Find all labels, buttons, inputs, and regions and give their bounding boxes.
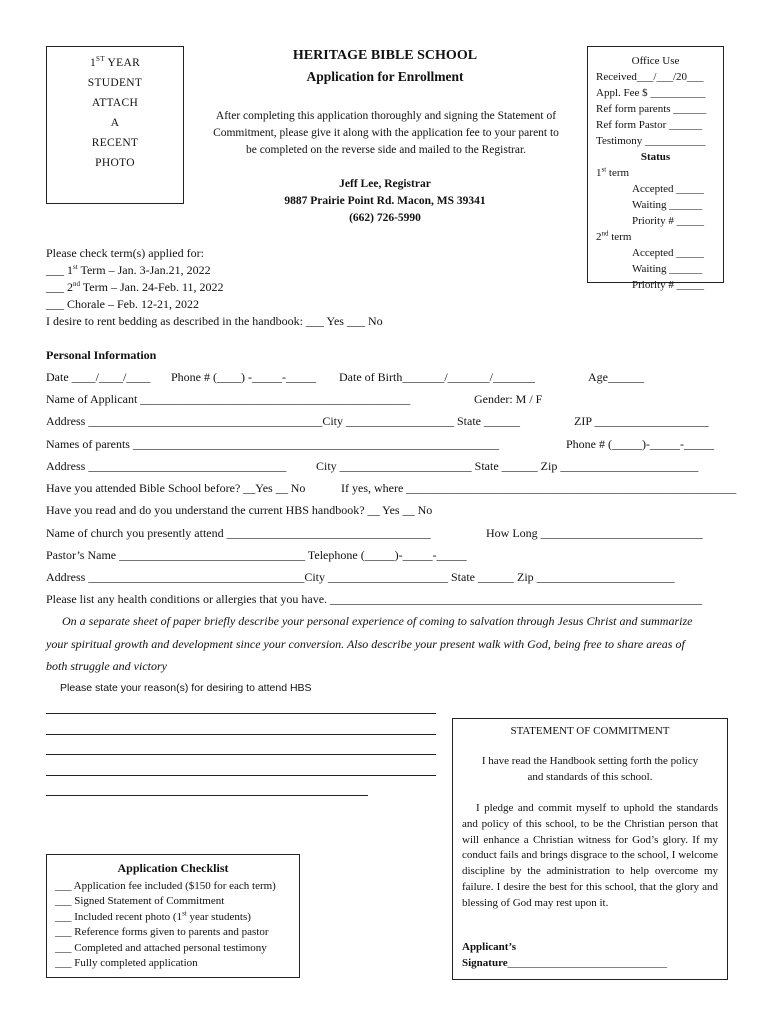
term-1-option[interactable]: ___ 1st Term – Jan. 3-Jan.21, 2022 — [46, 263, 211, 277]
reason-line-3[interactable] — [46, 754, 436, 755]
reason-line-2[interactable] — [46, 734, 436, 735]
office-waiting-2: Waiting ______ — [632, 263, 703, 275]
photo-line-3: ATTACH — [91, 97, 139, 109]
pastor-field[interactable]: Pastor’s Name _______________________________ Telephone (_____)-_____-_____ — [46, 548, 467, 562]
intro-line-2: Commitment, please give it along with the application fee to your parent to — [213, 127, 559, 139]
city-state-zip-field-2[interactable]: City ______________________ State ______ Zip _______________________ — [316, 459, 699, 473]
commitment-pledge: I pledge and commit myself to uphold the standards and policy of this school, to be the Christian person that will enhance a Christian witness for God’s glory. If my conduct fails and brings disgrace to the school, I welcome discipline by the administration to help overcome my failure. I desire the best for this school, that the glory and blessing of God may rest upon it. — [462, 802, 718, 909]
applicant-name-field[interactable]: Name of Applicant _____________________________________________ — [46, 392, 411, 406]
if-yes-where-field[interactable]: If yes, where _______________________________________________________ — [341, 481, 737, 495]
checklist-title: Application Checklist — [117, 861, 229, 875]
reason-prompt: Please state your reason(s) for desiring to attend HBS — [60, 682, 312, 694]
term-2-option[interactable]: ___ 2nd Term – Jan. 24-Feb. 11, 2022 — [46, 280, 224, 294]
intro-line-1: After completing this application thoroughly and signing the Statement of — [215, 110, 557, 122]
office-waiting-1: Waiting ______ — [632, 199, 703, 211]
reason-line-4[interactable] — [46, 775, 436, 776]
chorale-option[interactable]: ___ Chorale – Feb. 12-21, 2022 — [46, 297, 199, 311]
checklist-item[interactable]: ___ Included recent photo (1st year students) — [55, 909, 251, 923]
how-long-field[interactable]: How Long ___________________________ — [486, 526, 703, 540]
testimony-instruction-line-1: On a separate sheet of paper briefly describe your personal experience of coming to salvation through Jesus Christ and summarize — [62, 614, 693, 628]
office-received: Received___/___/20___ — [596, 71, 704, 83]
dob-field[interactable]: Date of Birth_______/_______/_______ — [339, 370, 535, 384]
office-appl-fee: Appl. Fee $ __________ — [596, 87, 706, 99]
intro-line-3: be completed on the reverse side and mailed to the Registrar. — [245, 144, 527, 156]
school-phone: (662) 726-5990 — [349, 212, 421, 224]
parents-phone-field[interactable]: Phone # (_____)-_____-_____ — [566, 437, 714, 451]
signature-label-1: Applicant’s — [462, 941, 516, 953]
school-name: HERITAGE BIBLE SCHOOL — [292, 48, 478, 63]
parents-names-field[interactable]: Names of parents _____________________________________________________________ — [46, 437, 499, 451]
reason-line-5[interactable] — [46, 795, 368, 796]
photo-line-2: STUDENT — [87, 77, 143, 89]
checklist-item[interactable]: ___ Signed Statement of Commitment — [55, 895, 225, 908]
photo-line-4: A — [110, 117, 120, 129]
office-status: Status — [640, 151, 671, 163]
commitment-p1-line-2: and standards of this school. — [527, 771, 653, 783]
checklist-item[interactable]: ___ Reference forms given to parents and pastor — [55, 926, 269, 939]
gender-field[interactable]: Gender: M / F — [474, 392, 543, 406]
personal-info-heading: Personal Information — [46, 348, 157, 362]
attended-question[interactable]: Have you attended Bible School before? __Yes __ No — [46, 481, 306, 495]
office-use-box — [587, 46, 724, 291]
photo-line-5: RECENT — [91, 137, 139, 149]
address-field-3[interactable]: Address ____________________________________City ____________________ State ______ Zip _______________________ — [46, 570, 675, 584]
office-term-1: 1st term — [596, 165, 630, 179]
photo-line-1: 1ST YEAR — [89, 55, 141, 69]
office-accepted-1: Accepted _____ — [632, 183, 704, 195]
testimony-instruction-line-2: your spiritual growth and development since your conversion. Also describe your present walk with God, being free to share areas of — [46, 637, 685, 651]
commitment-box — [452, 718, 728, 980]
signature-field[interactable]: Signature_____________________________ — [462, 957, 668, 969]
office-use-title: Office Use — [631, 55, 680, 67]
age-field[interactable]: Age______ — [588, 370, 644, 384]
commitment-title: STATEMENT OF COMMITMENT — [510, 725, 670, 737]
handbook-question[interactable]: Have you read and do you understand the current HBS handbook? __ Yes __ No — [46, 503, 433, 517]
address-field-2[interactable]: Address _________________________________ — [46, 459, 287, 473]
checklist-box — [46, 854, 300, 978]
bedding-question[interactable]: I desire to rent bedding as described in the handbook: ___ Yes ___ No — [46, 314, 383, 328]
address-field-1[interactable]: Address _______________________________________City __________________ State ______ — [46, 414, 520, 428]
office-ref-parents: Ref form parents ______ — [596, 103, 707, 115]
health-field[interactable]: Please list any health conditions or allergies that you have. ______________________________________________________________ — [46, 592, 703, 606]
registrar-name: Jeff Lee, Registrar — [339, 178, 431, 190]
office-testimony: Testimony ___________ — [596, 135, 706, 147]
checklist-item[interactable]: ___ Fully completed application — [55, 957, 198, 970]
reason-line-1[interactable] — [46, 713, 436, 714]
date-field[interactable]: Date ____/____/____ — [46, 370, 151, 384]
photo-box — [46, 46, 184, 204]
church-field[interactable]: Name of church you presently attend __________________________________ — [46, 526, 431, 540]
phone-field[interactable]: Phone # (____) -_____-_____ — [171, 370, 316, 384]
testimony-instruction-line-3: both struggle and victory — [46, 659, 167, 673]
office-ref-pastor: Ref form Pastor ______ — [596, 119, 703, 131]
office-priority-2: Priority # _____ — [632, 279, 705, 291]
form-title: Application for Enrollment — [306, 69, 464, 84]
school-address: 9887 Prairie Point Rd. Macon, MS 39341 — [284, 195, 486, 207]
photo-line-6: PHOTO — [95, 157, 135, 169]
office-term-2: 2nd term — [596, 229, 632, 243]
commitment-p1-line-1: I have read the Handbook setting forth the policy — [481, 755, 699, 767]
office-accepted-2: Accepted _____ — [632, 247, 704, 259]
checklist-item[interactable]: ___ Completed and attached personal testimony — [55, 941, 267, 954]
terms-prompt: Please check term(s) applied for: — [46, 246, 204, 260]
zip-field-1[interactable]: ZIP ___________________ — [574, 414, 709, 428]
office-priority-1: Priority # _____ — [632, 215, 705, 227]
checklist-item[interactable]: ___ Application fee included ($150 for each term) — [55, 880, 276, 892]
